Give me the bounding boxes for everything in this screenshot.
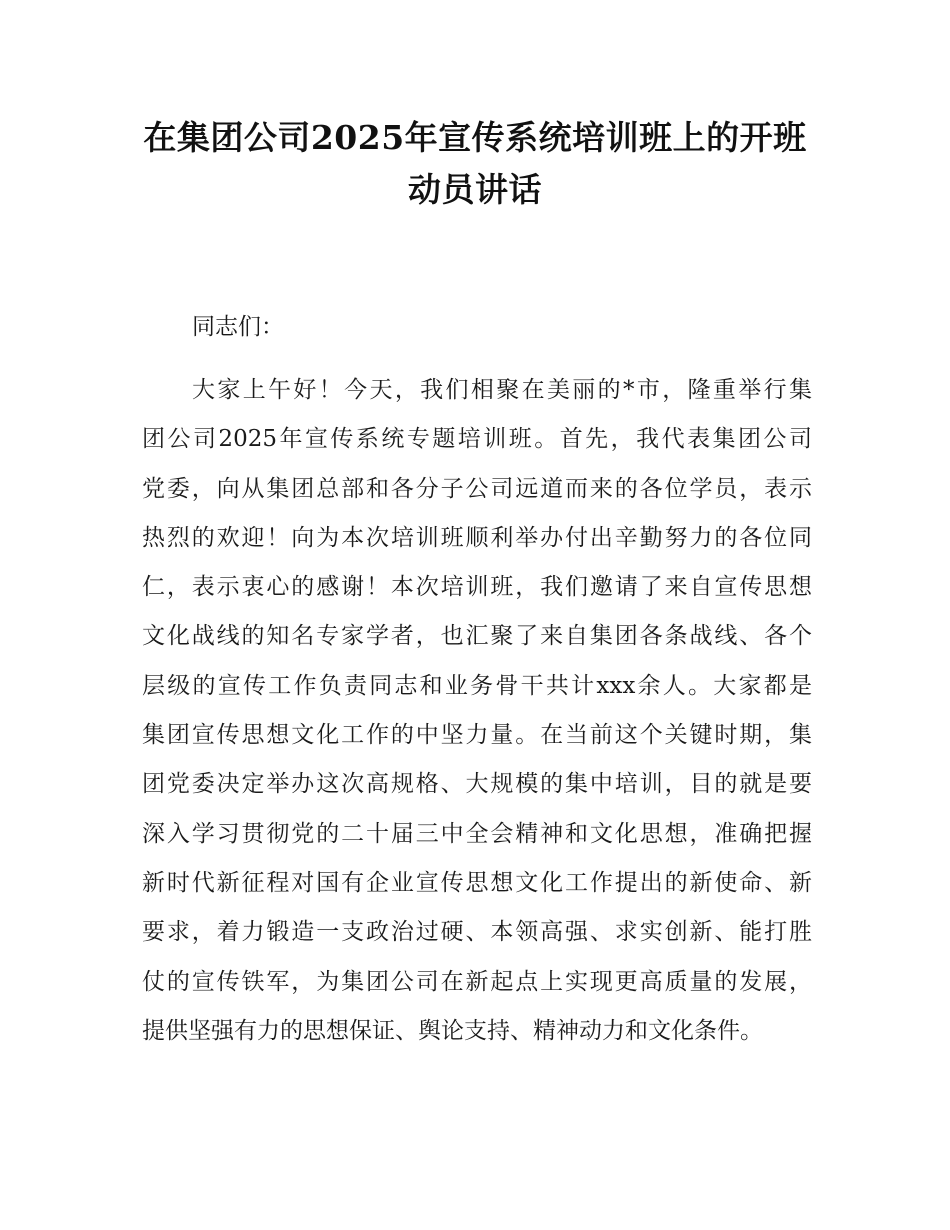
paragraph-line: 新时代新征程对国有企业宣传思想文化工作提出的新使命、新	[142, 869, 812, 896]
body-paragraph	[142, 366, 812, 1056]
paragraph-line: 仁，表示衷心的感谢！本次培训班，我们邀请了来自宣传思想	[142, 574, 812, 601]
title-line-2: 动员讲话	[408, 170, 542, 209]
paragraph-line: 仗的宣传铁军，为集团公司在新起点上实现更高质量的发展，	[142, 968, 812, 995]
paragraph-line: 党委，向从集团总部和各分子公司远道而来的各位学员，表示	[142, 475, 812, 502]
paragraph-line: 要求，着力锻造一支政治过硬、本领高强、求实创新、能打胜	[142, 919, 812, 946]
paragraph-line: 层级的宣传工作负责同志和业务骨干共计xxx余人。大家都是	[142, 672, 812, 699]
document-title	[130, 112, 820, 216]
paragraph-line: 热烈的欢迎！向为本次培训班顺利举办付出辛勤努力的各位同	[142, 524, 812, 551]
paragraph-line: 大家上午好！今天，我们相聚在美丽的*市，隆重举行集	[192, 377, 812, 403]
paragraph-line: 集团宣传思想文化工作的中坚力量。在当前这个关键时期，集	[142, 722, 812, 749]
paragraph-line: 深入学习贯彻党的二十届三中全会精神和文化思想，准确把握	[142, 820, 812, 847]
paragraph-line: 文化战线的知名专家学者，也汇聚了来自集团各条战线、各个	[142, 623, 812, 650]
paragraph-line: 团党委决定举办这次高规格、大规模的集中培训，目的就是要	[142, 771, 812, 798]
paragraph-line: 提供坚强有力的思想保证、舆论支持、精神动力和文化条件。	[142, 1017, 763, 1044]
paragraph-line: 团公司2025年宣传系统专题培训班。首先，我代表集团公司	[142, 426, 812, 453]
salutation: 同志们：	[192, 314, 284, 340]
title-line-1: 在集团公司2025年宣传系统培训班上的开班	[143, 118, 807, 157]
